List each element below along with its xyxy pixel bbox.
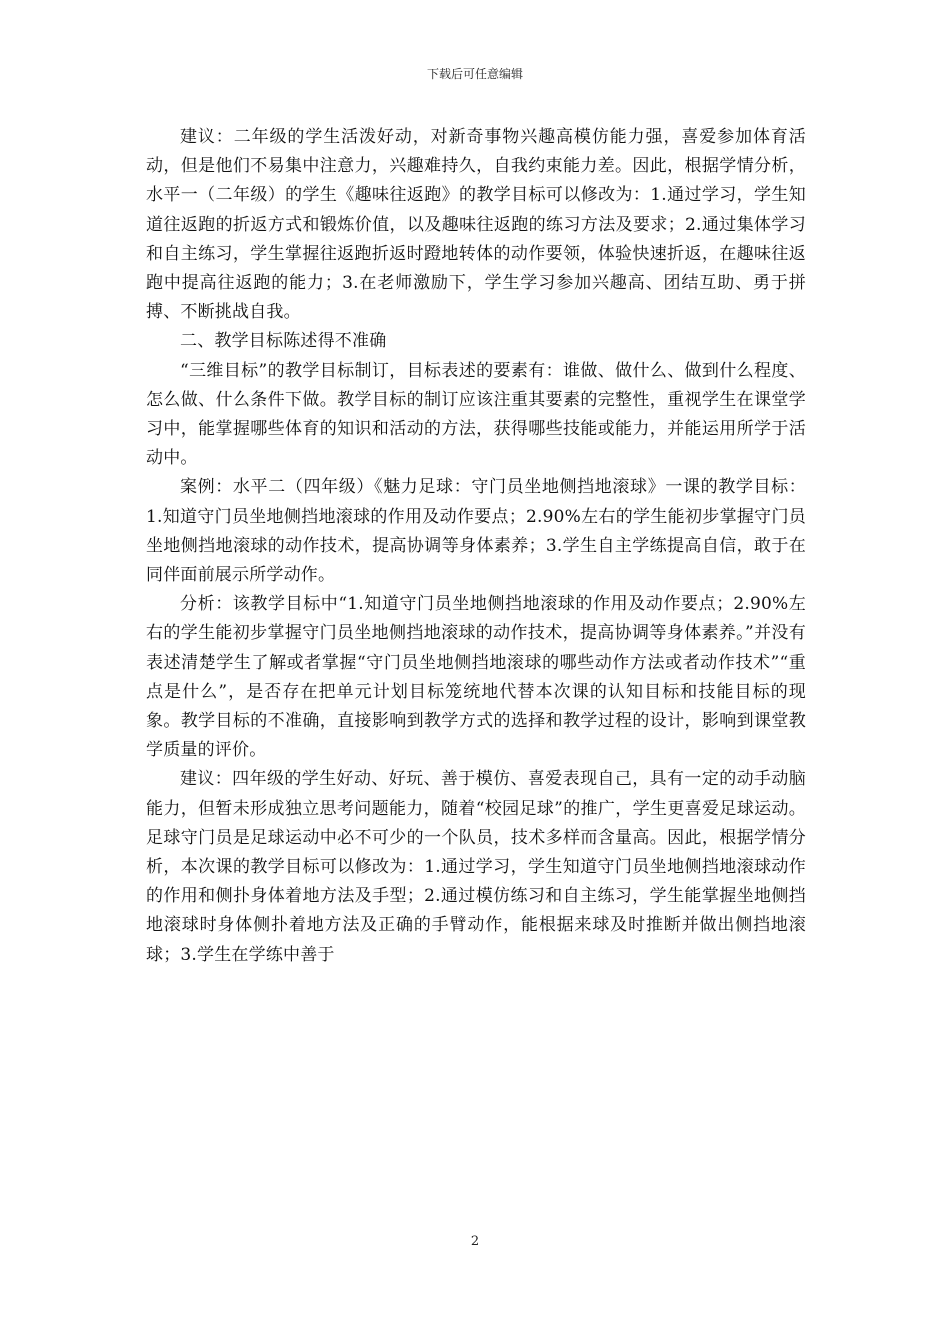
paragraph-suggestion-grade2: 建议：二年级的学生活泼好动，对新奇事物兴趣高模仿能力强，喜爱参加体育活动，但是他们不易集中注意力，兴趣难持久，自我约束能力差。因此，根据学情分析，水平一（二年级）的学生《趣味往返跑》的教学目标可以修改为：1.通过学习，学生知道往返跑的折返方式和锻炼价值，以及趣味往返跑的练习方法及要求；2.通过集体学习和自主练习，学生掌握往返跑折返时蹬地转体的动作要领，体验快速折返，在趣味往返跑中提高往返跑的能力；3.在老师激励下，学生学习参加兴趣高、团结互助、勇于拼搏、不断挑战自我。 xyxy=(146,127,806,323)
document-body xyxy=(146,123,806,970)
paragraph-case-grade4: 案例：水平二（四年级）《魅力足球：守门员坐地侧挡地滚球》一课的教学目标：1.知道守门员坐地侧挡地滚球的作用及动作要点；2.90%左右的学生能初步掌握守门员坐地侧挡地滚球的动作技术，提高协调等身体素养；3.学生自主学练提高自信，敢于在同伴面前展示所学动作。 xyxy=(146,477,806,586)
section-heading-2: 二、教学目标陈述得不准确 xyxy=(180,331,387,352)
page-header: 下载后可任意编辑 xyxy=(426,67,523,81)
paragraph-analysis: 分析：该教学目标中“1.知道守门员坐地侧挡地滚球的作用及动作要点；2.90%左右的学生能初步掌握守门员坐地侧挡地滚球的动作技术，提高协调等身体素养。”并没有表述清楚学生了解或者掌握“守门员坐地侧挡地滚球的哪些动作方法或者动作技术”“重点是什么”，是否存在把单元计划目标笼统地代替本次课的认知目标和技能目标的现象。教学目标的不准确，直接影响到教学方式的选择和教学过程的设计，影响到课堂教学质量的评价。 xyxy=(146,594,806,761)
paragraph-three-dimensional-goals: “三维目标”的教学目标制订，目标表述的要素有：谁做、做什么、做到什么程度、怎么做、什么条件下做。教学目标的制订应该注重其要素的完整性，重视学生在课堂学习中，能掌握哪些体育的知识和活动的方法，获得哪些技能或能力，并能运用所学于活动中。 xyxy=(146,360,806,469)
paragraph-suggestion-grade4: 建议：四年级的学生好动、好玩、善于模仿、喜爱表现自己，具有一定的动手动脑能力，但暂未形成独立思考问题能力，随着“校园足球”的推广，学生更喜爱足球运动。足球守门员是足球运动中必不可少的一个队员，技术多样而含量高。因此，根据学情分析，本次课的教学目标可以修改为：1.通过学习，学生知道守门员坐地侧挡地滚球动作的作用和侧扑身体着地方法及手型；2.通过模仿练习和自主练习，学生能掌握坐地侧挡地滚球时身体侧扑着地方法及正确的手臂动作，能根据来球及时推断并做出侧挡地滚球；3.学生在学练中善于 xyxy=(146,769,806,965)
page-number: 2 xyxy=(470,1234,480,1249)
